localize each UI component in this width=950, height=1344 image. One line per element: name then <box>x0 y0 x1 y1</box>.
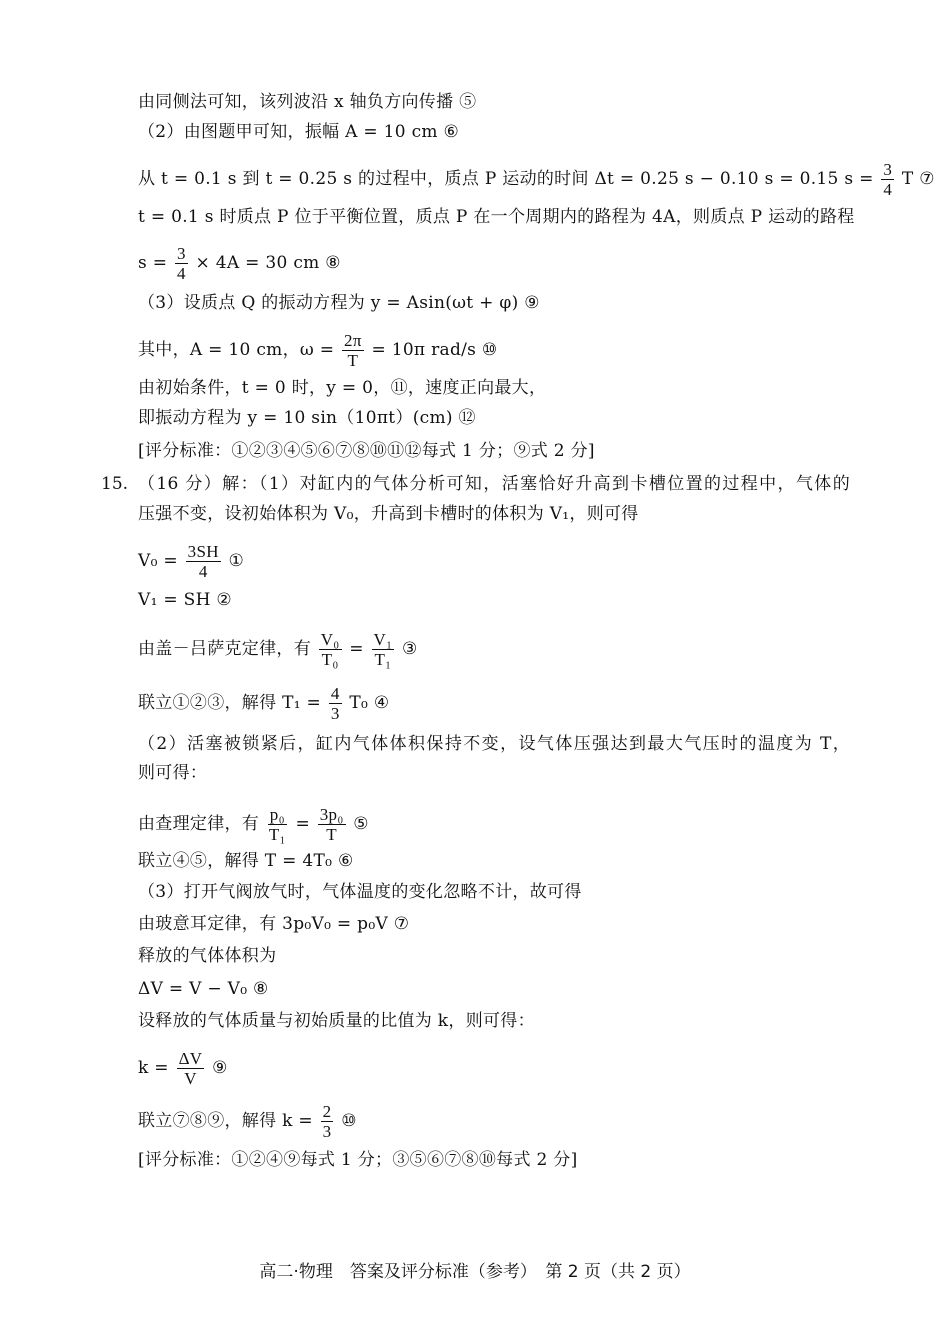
fraction-three-quarters <box>881 160 894 199</box>
line-released-volume-label: 释放的气体体积为 <box>138 946 277 966</box>
line-scoring-14: [评分标准：①②③④⑤⑥⑦⑧⑩⑪⑫每式 1 分；⑨式 2 分] <box>138 441 595 461</box>
path-rhs: × 4A = 30 cm ⑧ <box>195 253 341 273</box>
charles-text: 由查理定律，有 <box>138 814 260 834</box>
t1-rhs: T₀ ④ <box>349 693 390 713</box>
denominator: 4 <box>177 264 186 283</box>
fraction-V1-over-T1 <box>372 630 395 669</box>
equals-sign: = <box>349 639 364 659</box>
numerator: 4 <box>330 684 340 703</box>
line-final-equation: 即振动方程为 y = 10 sin（10πt）(cm) ⑫ <box>138 408 476 428</box>
denominator: 3 <box>330 704 340 723</box>
k-result-marker: ⑩ <box>341 1111 357 1131</box>
numerator: 3SH <box>187 542 219 561</box>
gay-lussac-marker: ③ <box>402 639 418 659</box>
numerator: 3p₀ <box>319 805 344 824</box>
line-k-definition <box>138 1049 228 1088</box>
numerator: V₀ <box>320 630 340 649</box>
denominator: T <box>347 351 359 370</box>
question-15-number: 15. <box>101 474 129 494</box>
numerator: 3 <box>177 244 186 263</box>
line-vibration-equation: （3）设质点 Q 的振动方程为 y = Asin(ωt + φ) ⑨ <box>138 293 540 313</box>
fraction-3SH-over-4 <box>186 542 221 581</box>
k-result-lhs: 联立⑦⑧⑨，解得 k = <box>138 1111 313 1131</box>
denominator: V <box>184 1069 197 1088</box>
line-ratio-intro: 设释放的气体质量与初始质量的比值为 k，则可得： <box>138 1011 535 1031</box>
numerator: 2 <box>322 1102 332 1121</box>
k-lhs: k = <box>138 1058 169 1078</box>
line-scoring-15: [评分标准：①②④⑨每式 1 分；③⑤⑥⑦⑧⑩每式 2 分] <box>138 1150 578 1170</box>
line-t-result: 联立④⑤，解得 T = 4T₀ ⑥ <box>138 851 354 871</box>
line-part2-intro: （2）活塞被锁紧后，缸内气体体积保持不变，设气体压强达到最大气压时的温度为 T， <box>138 734 850 754</box>
line-boyle: 由玻意耳定律，有 3p₀V₀ = p₀V ⑦ <box>138 914 410 934</box>
numerator: 2π <box>344 331 362 350</box>
fraction-two-thirds <box>321 1102 334 1141</box>
line-q15-intro: （16 分）解：（1）对缸内的气体分析可知，活塞恰好升高到卡槽位置的过程中，气体的 <box>138 474 850 494</box>
fraction-V0-over-T0 <box>319 630 342 669</box>
line-time-interval <box>138 160 935 199</box>
line-wave-direction: 由同侧法可知，该列波沿 x 轴负方向传播 ⑤ <box>138 92 477 112</box>
fraction-2pi-over-T <box>342 331 364 370</box>
line-initial-condition: 由初始条件，t = 0 时，y = 0，⑪，速度正向最大， <box>138 378 547 398</box>
charles-marker: ⑤ <box>353 814 369 834</box>
time-interval-tail: T ⑦ <box>901 169 935 189</box>
numerator: 3 <box>883 160 893 179</box>
equals-sign: = <box>295 814 311 834</box>
line-charles <box>138 805 369 844</box>
line-part3-intro: （3）打开气阀放气时，气体温度的变化忽略不计，故可得 <box>138 882 582 902</box>
fraction-dV-over-V <box>177 1049 205 1088</box>
v0-marker: ① <box>228 551 245 571</box>
k-marker: ⑨ <box>212 1058 228 1078</box>
line-amplitude: （2）由图题甲可知，振幅 A = 10 cm ⑥ <box>138 122 460 142</box>
line-v0 <box>138 542 244 581</box>
numerator: p₀ <box>269 805 285 824</box>
line-gay-lussac <box>138 630 418 669</box>
omega-rhs: = 10π rad/s ⑩ <box>371 340 498 360</box>
line-omega <box>138 331 497 370</box>
omega-lhs: 其中，A = 10 cm，ω = <box>138 340 335 360</box>
fraction-four-thirds <box>329 684 342 723</box>
numerator: V₁ <box>373 630 393 649</box>
fraction-p0-over-T1 <box>267 805 288 844</box>
path-lhs: s = <box>138 253 168 273</box>
denominator: 3 <box>322 1122 332 1141</box>
line-t1-result <box>138 684 389 723</box>
gay-lussac-text: 由盖－吕萨克定律，有 <box>138 639 311 659</box>
line-k-result <box>138 1102 357 1141</box>
v0-lhs: V₀ = <box>138 551 178 571</box>
denominator: 4 <box>883 180 893 199</box>
denominator: T₀ <box>321 650 339 669</box>
fraction-three-quarters <box>175 244 188 283</box>
fraction-3p0-over-T <box>318 805 346 844</box>
denominator: T <box>326 825 337 844</box>
numerator: ΔV <box>178 1049 203 1068</box>
denominator: 4 <box>198 562 208 581</box>
t1-lhs: 联立①②③，解得 T₁ = <box>138 693 322 713</box>
line-part2-then: 则可得： <box>138 763 208 783</box>
line-v1: V₁ = SH ② <box>138 590 232 610</box>
line-q15-pressure: 压强不变，设初始体积为 V₀，升高到卡槽时的体积为 V₁，则可得 <box>138 504 639 524</box>
denominator: T₁ <box>268 825 286 844</box>
line-delta-v: ΔV = V − V₀ ⑧ <box>138 979 269 999</box>
denominator: T₁ <box>374 650 392 669</box>
line-path-result <box>138 244 341 283</box>
time-interval-text: 从 t = 0.1 s 到 t = 0.25 s 的过程中，质点 P 运动的时间 Δt = 0.25 s − 0.10 s = 0.15 s = <box>138 169 874 189</box>
page-footer: 高二·物理 答案及评分标准（参考） 第 2 页（共 2 页） <box>259 1262 691 1282</box>
line-path-statement: t = 0.1 s 时质点 P 位于平衡位置，质点 P 在一个周期内的路程为 4A，则质点 P 运动的路程 <box>138 207 855 227</box>
